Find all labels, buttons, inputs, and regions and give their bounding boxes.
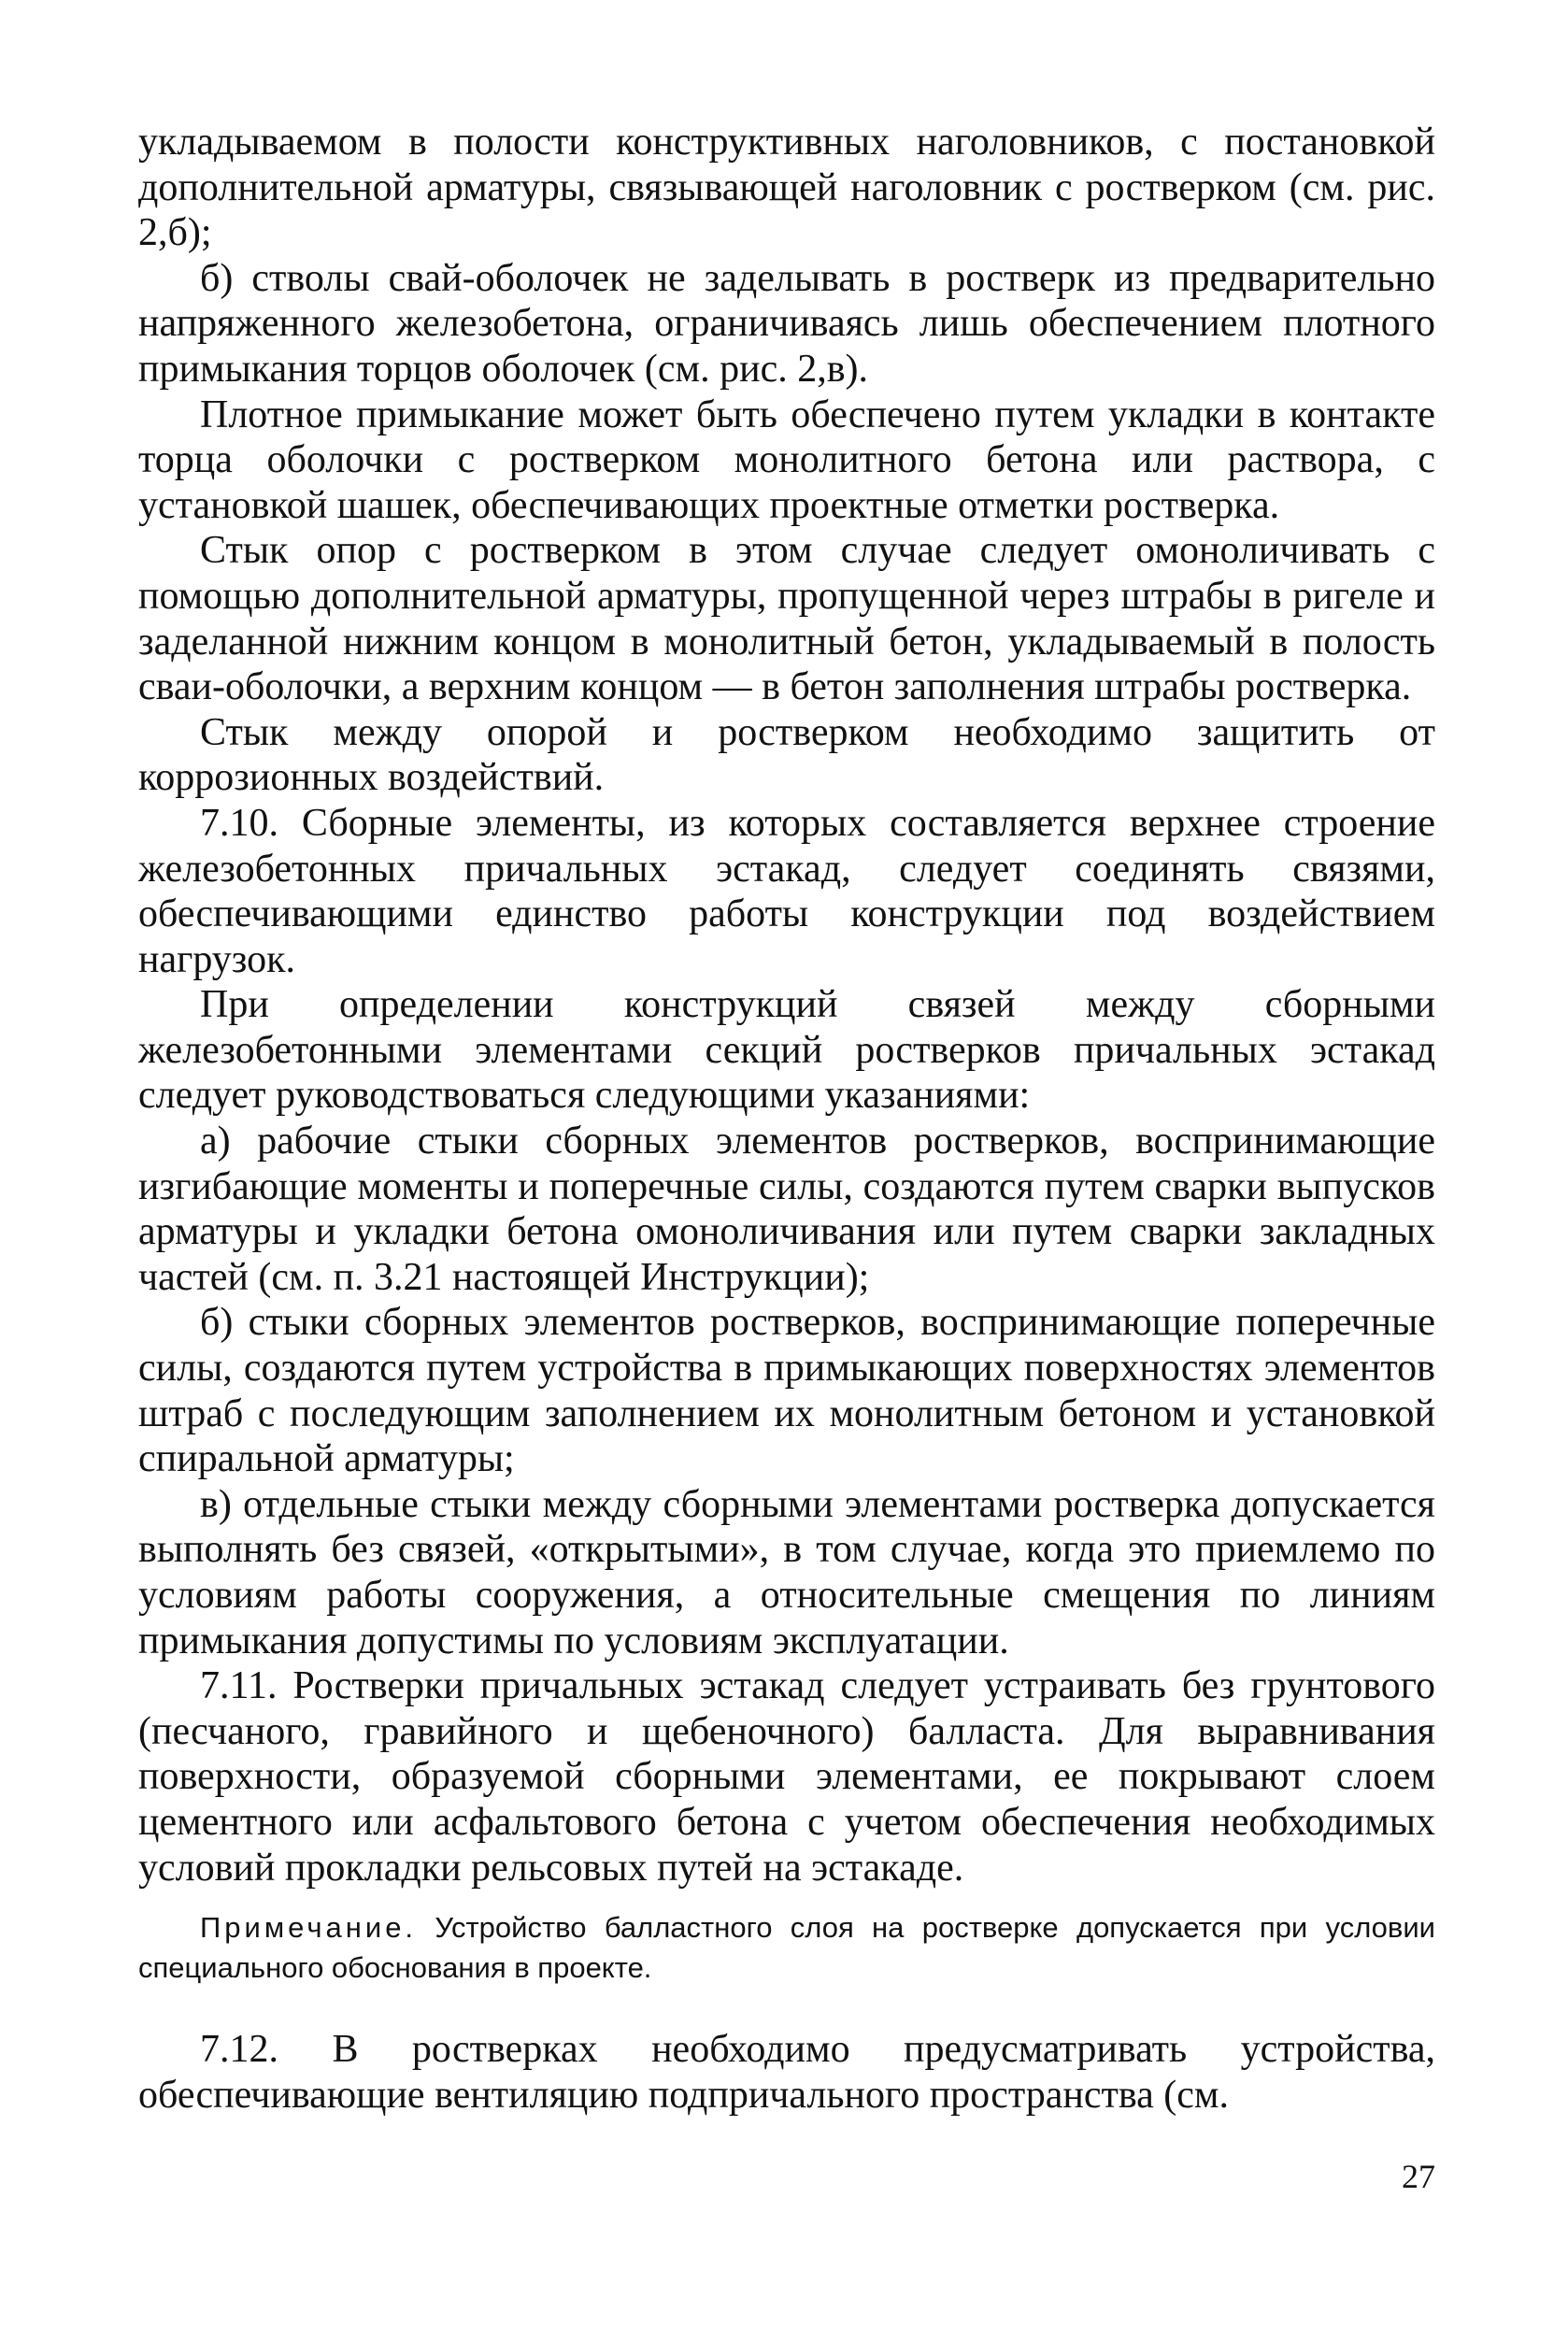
paragraph-11: 7.11. Ростверки причальных эстакад следует устраивать без грунтового (песчаного, гравийного и щебеночного) балласта. Для выравнивания поверхности, образуемой сборными элементами, ее покрывают слоем цементного или асфальтового бетона с учетом обеспечения необходимых условий прокладки рельсовых путей на эстакаде. <box>138 1664 1435 1890</box>
paragraph-3: Плотное примыкание может быть обеспечено путем укладки в контакте торца оболочки с ростверком монолитного бетона или раствора, с установкой шашек, обеспечивающих проектные отметки ростверка. <box>138 392 1435 527</box>
paragraph-1: укладываемом в полости конструктивных наголовников, с постановкой дополнительной арматуры, связывающей наголовник с ростверком (см. рис. 2,б); <box>138 121 1435 255</box>
paragraph-final: 7.12. В ростверках необходимо предусматривать устройства, обеспечивающие вентиляцию подпричального пространства (см. <box>138 2028 1435 2117</box>
note-label: Примечание. <box>200 1911 418 1945</box>
paragraph-8: а) рабочие стыки сборных элементов ростверков, воспринимающие изгибающие моменты и поперечные силы, создаются путем сварки выпусков арматуры и укладки бетона омоноличивания или путем сварки закладных частей (см. п. 3.21 настоящей Инструкции); <box>138 1120 1435 1299</box>
paragraph-6: 7.10. Сборные элементы, из которых составляется верхнее строение железобетонных причальных эстакад, следует соединять связями, обеспечивающими единство работы конструкции под воздействием нагрузок. <box>138 801 1435 981</box>
note <box>138 1907 1435 1988</box>
paragraph-9: б) стыки сборных элементов ростверков, воспринимающие поперечные силы, создаются путем устройства в примыкающих поверхностях элементов штраб с последующим заполнением их монолитным бетоном и установкой спиральной арматуры; <box>138 1301 1435 1481</box>
paragraph-10: в) отдельные стыки между сборными элементами ростверка допускается выполнять без связей, «открытыми», в том случае, когда это приемлемо по условиям работы сооружения, а относительные смещения по линиям примыкания допустимы по условиям эксплуатации. <box>138 1482 1435 1662</box>
paragraph-5: Стык между опорой и ростверком необходимо защитить от коррозионных воздействий. <box>138 710 1435 800</box>
note-text: Устройство балластного слоя на ростверке допускается при условии специального обоснования в проекте. <box>138 1911 1435 1985</box>
page-body <box>138 120 1435 2118</box>
paragraph-4: Стык опор с ростверком в этом случае следует омоноличивать с помощью дополнительной арматуры, пропущенной через штрабы в ригеле и заделанной нижним концом в монолитный бетон, укладываемый в полость сваи-оболочки, а верхним концом — в бетон заполнения штрабы ростверка. <box>138 529 1435 709</box>
paragraph-7: При определении конструкций связей между сборными железобетонными элементами секций ростверков причальных эстакад следует руководствоваться следующими указаниями: <box>138 983 1435 1118</box>
paragraph-2: б) стволы свай-оболочек не заделывать в ростверк из предварительно напряженного железобетона, ограничиваясь лишь обеспечением плотного примыкания торцов оболочек (см. рис. 2,в). <box>138 256 1435 391</box>
page-number: 27 <box>1402 2158 1435 2195</box>
